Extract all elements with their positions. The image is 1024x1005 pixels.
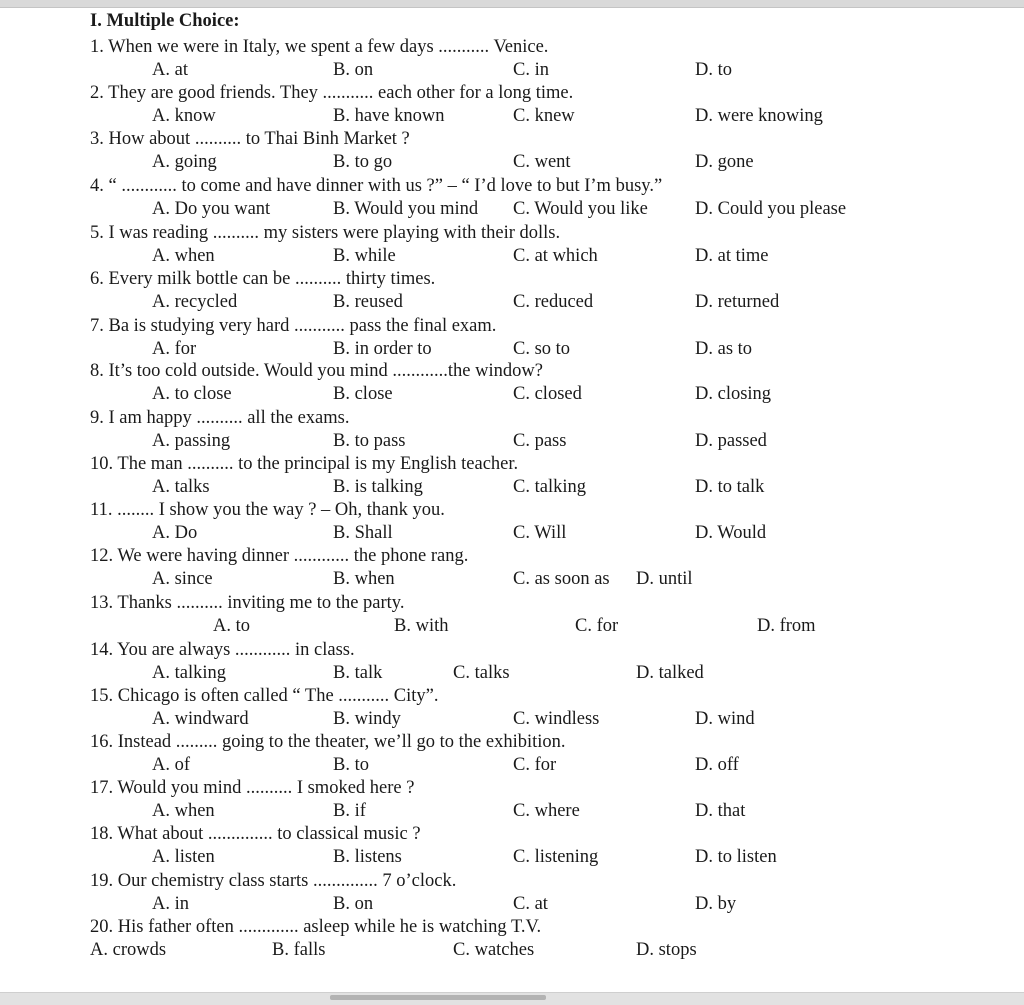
answer-option-b: B. windy [333, 709, 401, 729]
answer-options [0, 568, 1024, 591]
answer-options [0, 383, 1024, 406]
answer-option-c: C. reduced [513, 292, 594, 312]
answer-option-a: A. when [152, 246, 215, 266]
answer-option-b: B. to pass [333, 431, 406, 451]
horizontal-scrollbar[interactable] [330, 995, 546, 1000]
question-text: 17. Would you mind .......... I smoked here ? [90, 778, 415, 798]
answer-options [0, 708, 1024, 731]
answer-option-a: A. for [152, 339, 197, 359]
answer-options [0, 522, 1024, 545]
answer-option-c: C. listening [513, 847, 599, 867]
answer-option-a: A. to [213, 616, 250, 636]
answer-option-d: D. were knowing [695, 106, 823, 126]
answer-options [0, 198, 1024, 221]
viewer-bottom-bar [0, 992, 1024, 1005]
question-text: 9. I am happy .......... all the exams. [90, 408, 350, 428]
answer-option-c: C. for [513, 755, 557, 775]
answer-options [0, 291, 1024, 314]
answer-option-d: D. off [695, 755, 739, 775]
answer-options [0, 476, 1024, 499]
answer-option-b: B. on [333, 894, 374, 914]
answer-option-b: B. reused [333, 292, 403, 312]
answer-option-a: A. recycled [152, 292, 238, 312]
answer-option-d: D. Could you please [695, 199, 847, 219]
question-text: 7. Ba is studying very hard ........... pass the final exam. [90, 316, 497, 336]
answer-options [0, 846, 1024, 869]
answer-option-b: B. to go [333, 152, 393, 172]
answer-option-b: B. Would you mind [333, 199, 479, 219]
answer-option-a: A. crowds [90, 940, 167, 960]
question-text: 18. What about .............. to classical music ? [90, 824, 421, 844]
answer-option-c: C. windless [513, 709, 600, 729]
answer-option-b: B. with [394, 616, 449, 636]
answer-option-a: A. Do you want [152, 199, 271, 219]
question-text: 20. His father often ............. asleep while he is watching T.V. [90, 917, 542, 937]
question-text: 6. Every milk bottle can be .......... thirty times. [90, 269, 436, 289]
answer-option-c: C. closed [513, 384, 582, 404]
question-text: 4. “ ............ to come and have dinner with us ?” – “ I’d love to but I’m busy.” [90, 176, 663, 196]
answer-option-b: B. Shall [333, 523, 393, 543]
answer-options [0, 939, 1024, 962]
question-text: 2. They are good friends. They ........... each other for a long time. [90, 83, 574, 103]
answer-options [0, 430, 1024, 453]
answer-option-c: C. where [513, 801, 580, 821]
answer-option-a: A. know [152, 106, 216, 126]
answer-option-a: A. to close [152, 384, 232, 404]
answer-option-d: D. talked [636, 663, 704, 683]
answer-option-a: A. going [152, 152, 217, 172]
answer-option-b: B. close [333, 384, 393, 404]
question-text: 16. Instead ......... going to the theater, we’ll go to the exhibition. [90, 732, 566, 752]
answer-option-d: D. closing [695, 384, 772, 404]
answer-option-b: B. in order to [333, 339, 432, 359]
answer-option-d: D. stops [636, 940, 697, 960]
question-text: 8. It’s too cold outside. Would you mind ............the window? [90, 361, 543, 381]
answer-option-a: A. when [152, 801, 215, 821]
answer-option-a: A. listen [152, 847, 215, 867]
answer-option-a: A. passing [152, 431, 231, 451]
answer-option-a: A. of [152, 755, 191, 775]
answer-option-c: C. knew [513, 106, 575, 126]
answer-option-a: A. Do [152, 523, 198, 543]
answer-option-b: B. is talking [333, 477, 423, 497]
viewer-top-bar [0, 0, 1024, 8]
answer-option-c: C. went [513, 152, 571, 172]
question-text: 15. Chicago is often called “ The ........... City”. [90, 686, 439, 706]
answer-option-b: B. if [333, 801, 366, 821]
answer-option-d: D. at time [695, 246, 769, 266]
answer-options [0, 800, 1024, 823]
answer-option-b: B. while [333, 246, 396, 266]
question-text: 13. Thanks .......... inviting me to the party. [90, 593, 405, 613]
answer-option-d: D. until [636, 569, 693, 589]
answer-option-d: D. to listen [695, 847, 777, 867]
question-text: 1. When we were in Italy, we spent a few days ........... Venice. [90, 37, 549, 57]
answer-options [0, 754, 1024, 777]
question-text: 10. The man .......... to the principal is my English teacher. [90, 454, 519, 474]
answer-option-b: B. falls [272, 940, 326, 960]
section-title: I. Multiple Choice: [90, 11, 240, 31]
answer-option-d: D. Would [695, 523, 767, 543]
answer-option-d: D. returned [695, 292, 780, 312]
answer-options [0, 105, 1024, 128]
answer-options [0, 662, 1024, 685]
answer-options [0, 151, 1024, 174]
answer-options [0, 893, 1024, 916]
question-text: 5. I was reading .......... my sisters were playing with their dolls. [90, 223, 561, 243]
answer-option-c: C. Would you like [513, 199, 648, 219]
answer-option-a: A. windward [152, 709, 249, 729]
answer-option-d: D. to talk [695, 477, 765, 497]
answer-option-b: B. talk [333, 663, 383, 683]
answer-option-d: D. passed [695, 431, 767, 451]
answer-option-b: B. listens [333, 847, 402, 867]
answer-option-a: A. at [152, 60, 188, 80]
answer-option-c: C. for [575, 616, 619, 636]
answer-option-c: C. talks [453, 663, 510, 683]
answer-option-d: D. that [695, 801, 746, 821]
answer-option-c: C. pass [513, 431, 567, 451]
answer-option-c: C. talking [513, 477, 586, 497]
answer-option-c: C. at which [513, 246, 598, 266]
question-text: 11. ........ I show you the way ? – Oh, thank you. [90, 500, 445, 520]
answer-option-d: D. as to [695, 339, 753, 359]
answer-option-d: D. gone [695, 152, 754, 172]
answer-option-b: B. on [333, 60, 374, 80]
answer-option-c: C. Will [513, 523, 567, 543]
answer-option-b: B. have known [333, 106, 445, 126]
answer-option-c: C. watches [453, 940, 535, 960]
answer-option-d: D. to [695, 60, 732, 80]
answer-option-b: B. to [333, 755, 369, 775]
question-text: 14. You are always ............ in class. [90, 640, 355, 660]
answer-option-b: B. when [333, 569, 395, 589]
answer-options [0, 245, 1024, 268]
answer-option-d: D. by [695, 894, 737, 914]
answer-option-a: A. talks [152, 477, 210, 497]
answer-options [0, 338, 1024, 361]
question-text: 12. We were having dinner ............ the phone rang. [90, 546, 469, 566]
question-text: 3. How about .......... to Thai Binh Market ? [90, 129, 410, 149]
question-text: 19. Our chemistry class starts .............. 7 o’clock. [90, 871, 457, 891]
answer-option-c: C. at [513, 894, 548, 914]
answer-option-a: A. since [152, 569, 213, 589]
answer-option-a: A. in [152, 894, 189, 914]
answer-option-d: D. from [757, 616, 816, 636]
answer-option-c: C. in [513, 60, 549, 80]
answer-options [0, 615, 1024, 638]
answer-options [0, 59, 1024, 82]
answer-option-d: D. wind [695, 709, 755, 729]
answer-option-a: A. talking [152, 663, 226, 683]
answer-option-c: C. so to [513, 339, 571, 359]
answer-option-c: C. as soon as [513, 569, 610, 589]
